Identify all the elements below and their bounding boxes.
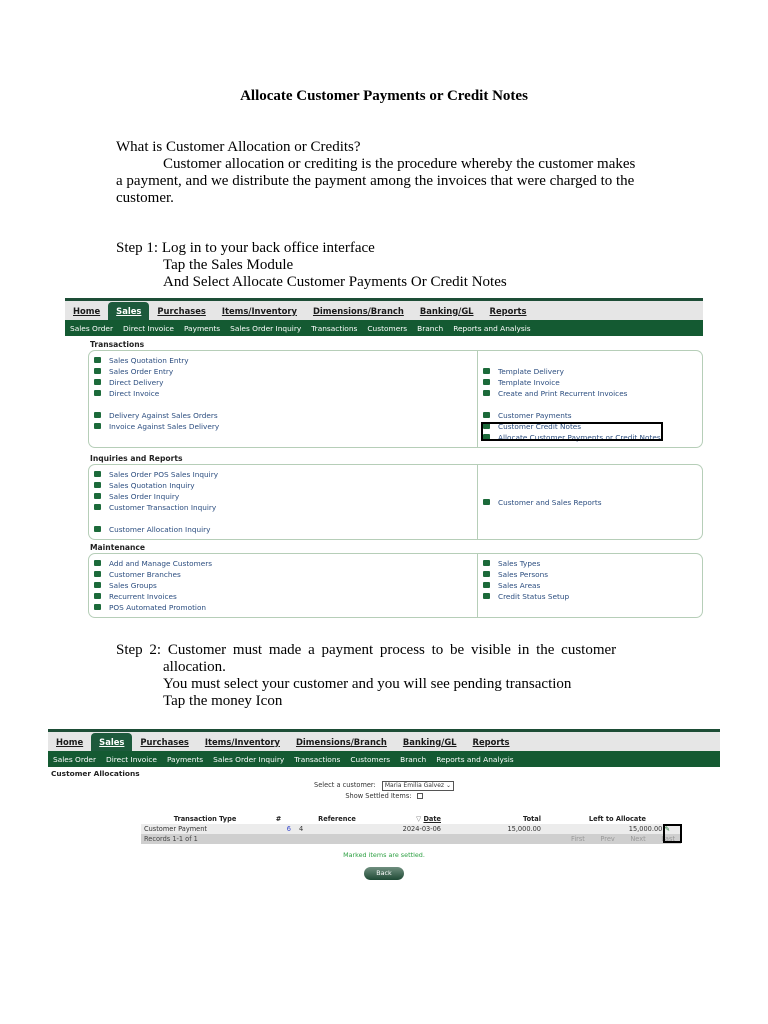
main-nav: [65, 298, 703, 320]
question-heading: What is Customer Allocation or Credits?: [116, 139, 361, 155]
pager-next[interactable]: Next: [630, 835, 646, 843]
subnav-branch[interactable]: Branch: [400, 754, 427, 764]
cell-type: Customer Payment: [144, 825, 207, 833]
pager-last[interactable]: Last: [661, 835, 675, 843]
step-1-block: [116, 240, 652, 291]
menu-link-pos-promotion[interactable]: POS Automated Promotion: [89, 602, 477, 613]
definition-line-3: customer.: [116, 190, 174, 206]
cell-total: 15,000.00: [507, 825, 541, 833]
maintenance-left-panel: [88, 553, 478, 618]
sub-nav: [65, 320, 703, 336]
step-2-line-3: You must select your customer and you will see pending transaction: [163, 676, 572, 692]
menu-link-allocate-customer-payments[interactable]: Allocate Customer Payments or Credit Notes: [478, 432, 702, 443]
cell-reference: 4: [299, 825, 304, 833]
back-button[interactable]: Back: [364, 867, 404, 880]
pager-prev[interactable]: Prev: [600, 835, 615, 843]
subnav-reports-analysis[interactable]: Reports and Analysis: [453, 323, 531, 333]
subnav-reports-analysis[interactable]: Reports and Analysis: [436, 754, 514, 764]
section-title-maintenance: Maintenance: [90, 543, 146, 552]
maintenance-section: [88, 553, 703, 618]
menu-link-direct-invoice[interactable]: Direct Invoice: [89, 388, 477, 399]
subnav-direct-invoice[interactable]: Direct Invoice: [123, 323, 174, 333]
subnav-sales-order-inquiry[interactable]: Sales Order Inquiry: [213, 754, 285, 764]
sort-icon: ▽: [416, 815, 422, 823]
inquiries-section: [88, 464, 703, 540]
menu-link-customer-transaction-inquiry[interactable]: Customer Transaction Inquiry: [89, 502, 477, 513]
nav-tab-purchases[interactable]: Purchases: [140, 736, 189, 747]
header-reference[interactable]: Reference: [318, 815, 356, 823]
section-title-inquiries: Inquiries and Reports: [90, 454, 183, 463]
subnav-sales-order[interactable]: Sales Order: [53, 754, 97, 764]
menu-link-sales-order-inquiry[interactable]: Sales Order Inquiry: [89, 491, 477, 502]
menu-link-sales-areas[interactable]: Sales Areas: [478, 580, 702, 591]
nav-tab-purchases[interactable]: Purchases: [157, 305, 206, 316]
table-footer-row: [141, 834, 681, 844]
header-number[interactable]: #: [275, 815, 282, 823]
menu-link-sales-groups[interactable]: Sales Groups: [89, 580, 477, 591]
inquiries-right-panel: [478, 464, 703, 540]
menu-link-customer-sales-reports[interactable]: Customer and Sales Reports: [478, 497, 602, 508]
header-date[interactable]: ▽ Date: [416, 815, 441, 823]
nav-tab-home[interactable]: Home: [56, 736, 84, 747]
allocations-table: [141, 814, 681, 844]
header-transaction-type[interactable]: Transaction Type: [173, 815, 237, 823]
nav-tab-sales[interactable]: Sales: [91, 733, 132, 751]
menu-link-delivery-against-orders[interactable]: Delivery Against Sales Orders: [89, 410, 477, 421]
inquiries-left-panel: [88, 464, 478, 540]
subnav-payments[interactable]: Payments: [183, 323, 221, 333]
select-customer-label: Select a customer:: [314, 781, 376, 789]
maintenance-right-panel: [478, 553, 703, 618]
step-2-line-1: Step 2: Customer must made a payment process to be visible in the customer: [116, 642, 617, 658]
nav-tab-items-inventory[interactable]: Items/Inventory: [221, 305, 297, 316]
transactions-left-panel: [88, 350, 478, 448]
subnav-sales-order[interactable]: Sales Order: [70, 323, 114, 333]
step-1-line-2: Tap the Sales Module: [163, 257, 294, 273]
nav-tab-banking-gl[interactable]: Banking/GL: [402, 736, 457, 747]
subnav-payments[interactable]: Payments: [166, 754, 204, 764]
definition-line-2: a payment, and we distribute the payment among the invoices that were charged to the: [116, 173, 635, 189]
menu-link-customer-allocation-inquiry[interactable]: Customer Allocation Inquiry: [89, 524, 477, 535]
settled-note: Marked items are settled.: [343, 851, 425, 859]
menu-link-invoice-against-delivery[interactable]: Invoice Against Sales Delivery: [89, 421, 477, 432]
table-row: [141, 824, 681, 834]
highlight-box: [481, 422, 663, 441]
menu-link-pos-sales-inquiry[interactable]: Sales Order POS Sales Inquiry: [89, 469, 477, 480]
menu-link-sales-order-entry[interactable]: Sales Order Entry: [89, 366, 477, 377]
nav-tab-reports[interactable]: Reports: [472, 736, 510, 747]
main-nav-2: [48, 729, 720, 751]
menu-link-sales-quotation-entry[interactable]: Sales Quotation Entry: [89, 355, 477, 366]
menu-link-customer-credit-notes[interactable]: Customer Credit Notes: [478, 421, 702, 432]
menu-link-recurrent-invoices-setup[interactable]: Recurrent Invoices: [89, 591, 477, 602]
pager-first[interactable]: First: [571, 835, 585, 843]
step-1-line-1: Step 1: Log in to your back office interface: [116, 240, 375, 256]
menu-link-recurrent-invoices[interactable]: Create and Print Recurrent Invoices: [478, 388, 702, 399]
subnav-branch[interactable]: Branch: [417, 323, 444, 333]
section-title-transactions: Transactions: [90, 340, 145, 349]
nav-tab-items-inventory[interactable]: Items/Inventory: [204, 736, 280, 747]
menu-link-sales-types[interactable]: Sales Types: [478, 558, 702, 569]
menu-link-manage-customers[interactable]: Add and Manage Customers: [89, 558, 477, 569]
cell-date: 2024-03-06: [402, 825, 441, 833]
money-icon-highlight: [663, 824, 682, 843]
nav-tab-home[interactable]: Home: [73, 305, 101, 316]
definition-block: [116, 139, 652, 207]
customer-allocations-screenshot: [48, 729, 720, 907]
step-2-line-2: allocation.: [163, 659, 226, 675]
show-settled-checkbox[interactable]: [417, 793, 423, 799]
subnav-sales-order-inquiry[interactable]: Sales Order Inquiry: [230, 323, 302, 333]
menu-link-direct-delivery[interactable]: Direct Delivery: [89, 377, 477, 388]
nav-tab-dimensions-branch[interactable]: Dimensions/Branch: [312, 305, 404, 316]
sales-menu-screenshot: [65, 298, 703, 622]
step-2-line-4: Tap the money Icon: [163, 693, 283, 709]
subnav-direct-invoice[interactable]: Direct Invoice: [106, 754, 157, 764]
customer-select[interactable]: Maria Emilia Galvez ⌄: [382, 781, 454, 791]
menu-link-quotation-inquiry[interactable]: Sales Quotation Inquiry: [89, 480, 477, 491]
step-1-line-3: And Select Allocate Customer Payments Or Credit Notes: [163, 274, 507, 290]
customer-select-row: [48, 780, 720, 791]
menu-link-customer-payments[interactable]: Customer Payments: [478, 410, 702, 421]
subnav-transactions[interactable]: Transactions: [294, 754, 341, 764]
header-total[interactable]: Total: [522, 815, 541, 823]
nav-tab-dimensions-branch[interactable]: Dimensions/Branch: [295, 736, 387, 747]
page-title: Customer Allocations: [51, 769, 140, 778]
menu-link-credit-status-setup[interactable]: Credit Status Setup: [478, 591, 702, 602]
show-settled-label: Show Settled Items:: [345, 792, 412, 800]
menu-link-sales-persons[interactable]: Sales Persons: [478, 569, 702, 580]
header-left-to-allocate[interactable]: Left to Allocate: [588, 815, 646, 823]
cell-number-link[interactable]: 6: [286, 825, 291, 833]
sub-nav-2: [48, 751, 720, 767]
table-header-row: [141, 814, 681, 824]
cell-left-to-allocate: 15,000.00 ✎: [628, 825, 670, 833]
menu-link-template-invoice[interactable]: Template Invoice: [478, 377, 702, 388]
definition-line-1: Customer allocation or crediting is the procedure whereby the customer makes: [163, 156, 636, 172]
show-settled-row: [48, 791, 720, 802]
records-count: Records 1-1 of 1: [144, 835, 198, 843]
subnav-transactions[interactable]: Transactions: [311, 323, 358, 333]
document-title: Allocate Customer Payments or Credit Notes: [240, 88, 528, 104]
step-2-block: [116, 642, 652, 710]
subnav-customers[interactable]: Customers: [350, 754, 391, 764]
subnav-customers[interactable]: Customers: [367, 323, 408, 333]
money-icon[interactable]: ✎: [664, 825, 670, 833]
nav-tab-banking-gl[interactable]: Banking/GL: [419, 305, 474, 316]
nav-tab-reports[interactable]: Reports: [489, 305, 527, 316]
menu-link-customer-branches[interactable]: Customer Branches: [89, 569, 477, 580]
nav-tab-sales[interactable]: Sales: [108, 302, 149, 320]
menu-link-template-delivery[interactable]: Template Delivery: [478, 366, 702, 377]
